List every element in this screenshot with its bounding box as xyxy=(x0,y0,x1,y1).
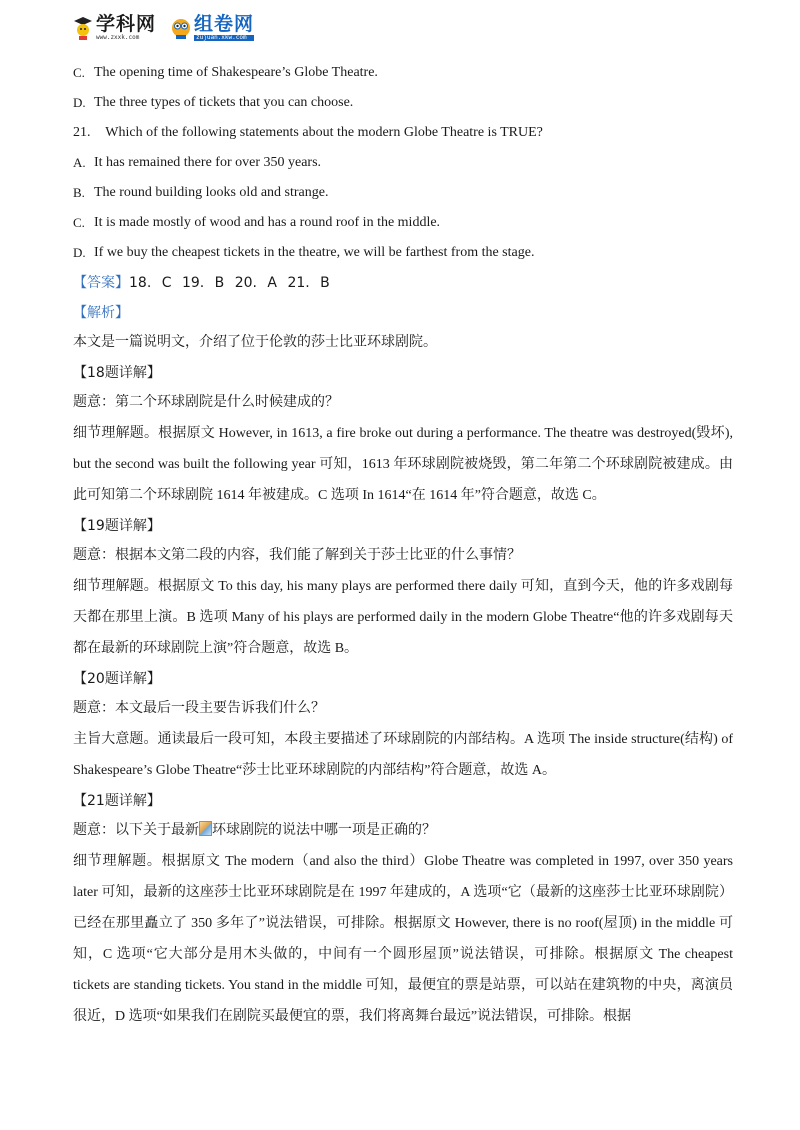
logo2-url: zujuan.xkw.com xyxy=(194,35,254,41)
q21-meaning-after: 环球剧院的说法中哪一项是正确的？ xyxy=(212,823,436,838)
option-a xyxy=(73,148,733,178)
option-text: It has remained there for over 350 years. xyxy=(94,155,322,170)
question-number: 21. xyxy=(73,125,91,140)
analysis-intro: 本文是一篇说明文，介绍了位于伦敦的莎士比亚环球剧院。 xyxy=(73,335,437,350)
option-text: The three types of tickets that you can choose. xyxy=(94,95,354,110)
q21-meaning xyxy=(73,816,733,846)
option-text: If we buy the cheapest tickets in the theatre, we will be farthest from the stage. xyxy=(94,245,535,260)
q20-meaning: 题意：本文最后一段主要告诉我们什么？ xyxy=(73,701,325,716)
option-letter: C. xyxy=(73,215,85,230)
logo1-text: 学科网 xyxy=(96,13,157,35)
q19-title: 【19题详解】 xyxy=(73,518,161,534)
q18-meaning: 题意：第二个环球剧院是什么时候建成的？ xyxy=(73,395,339,410)
logo1-url: www.zxxk.com xyxy=(96,34,140,41)
q19-meaning: 题意：根据本文第二段的内容，我们能了解到关于莎士比亚的什么事情？ xyxy=(73,548,521,563)
zxxk-logo xyxy=(72,15,156,41)
option-d-prev xyxy=(73,88,733,118)
q21-detail: 细节理解题。根据原文 The modern（and also the third）Globe Theatre was completed in 1997, over 350 years later 可知，最新的这座莎士比亚环球剧院是在 1997 年建成的，A 选项“它（最新的这座莎士比亚环球剧院）已经在那里矗立了 350 多年了”说法错误，可排除。根据原文 However, there is no roof(屋顶) in the middle 可知，C 选项“它大部分是用木头做的，中间有一个圆形屋顶”说法错误，可排除。根据原文 The cheapest tickets are standing tickets. You stand in the middle 可知，最便宜的票是站票，可以站在建筑物的中央，离演员很近，D 选项“如果我们在剧院买最便宜的票，我们将离舞台最远”说法错误，可排除。根据 xyxy=(73,854,733,1024)
option-letter: A. xyxy=(73,155,86,170)
logo2-text: 组卷网 xyxy=(194,13,255,35)
option-c xyxy=(73,208,733,238)
answer-tag: 【答案】 xyxy=(73,275,129,291)
q18-detail: 细节理解题。根据原文 However, in 1613, a fire broke out during a performance. The theatre was destroyed(毁坏), but the second was built the following year 可知，1613 年环球剧院被烧毁，第二年第二个环球剧院被建成。由此可知第二个环球剧院 1614 年被建成。C 选项 In 1614“在 1614 年”符合题意，故选 C。 xyxy=(73,426,733,503)
option-text: The opening time of Shakespeare’s Globe Theatre. xyxy=(94,65,378,80)
option-c-prev xyxy=(73,58,733,88)
option-d xyxy=(73,238,733,268)
page-header xyxy=(72,8,332,48)
answer-line xyxy=(73,268,733,298)
owl-icon xyxy=(170,15,192,41)
q20-title: 【20题详解】 xyxy=(73,671,161,687)
q19-detail: 细节理解题。根据原文 To this day, his many plays are performed there daily 可知，直到今天，他的许多戏剧每天都在那里上演。B 选项 Many of his plays are performed daily in the modern Globe Theatre“他的许多戏剧每天都在最新的环球剧院上演”符合题意，故选 B。 xyxy=(73,579,733,656)
option-b xyxy=(73,178,733,208)
mascot-icon xyxy=(72,15,94,41)
q21-meaning-before: 题意：以下关于最新 xyxy=(73,823,199,838)
analysis-tag: 【解析】 xyxy=(73,305,129,321)
option-letter: B. xyxy=(73,185,85,200)
inline-image-icon xyxy=(199,821,212,836)
document-body xyxy=(73,58,733,1032)
answer-values: 18. C 19. B 20. A 21. B xyxy=(129,275,330,291)
zujuan-logo xyxy=(170,15,254,41)
analysis-line xyxy=(73,298,733,328)
q21-title: 【21题详解】 xyxy=(73,793,161,809)
option-letter: D. xyxy=(73,245,86,260)
q18-title: 【18题详解】 xyxy=(73,365,161,381)
question-text: Which of the following statements about the modern Globe Theatre is TRUE? xyxy=(105,125,543,140)
option-text: It is made mostly of wood and has a round roof in the middle. xyxy=(94,215,441,230)
question-21-stem xyxy=(73,118,733,148)
option-text: The round building looks old and strange. xyxy=(94,185,329,200)
option-letter: D. xyxy=(73,95,86,110)
q20-detail: 主旨大意题。通读最后一段可知，本段主要描述了环球剧院的内部结构。A 选项 The inside structure(结构) of Shakespeare’s Globe Theatre“莎士比亚环球剧院的内部结构”符合题意，故选 A。 xyxy=(73,732,733,778)
option-letter: C. xyxy=(73,65,85,80)
